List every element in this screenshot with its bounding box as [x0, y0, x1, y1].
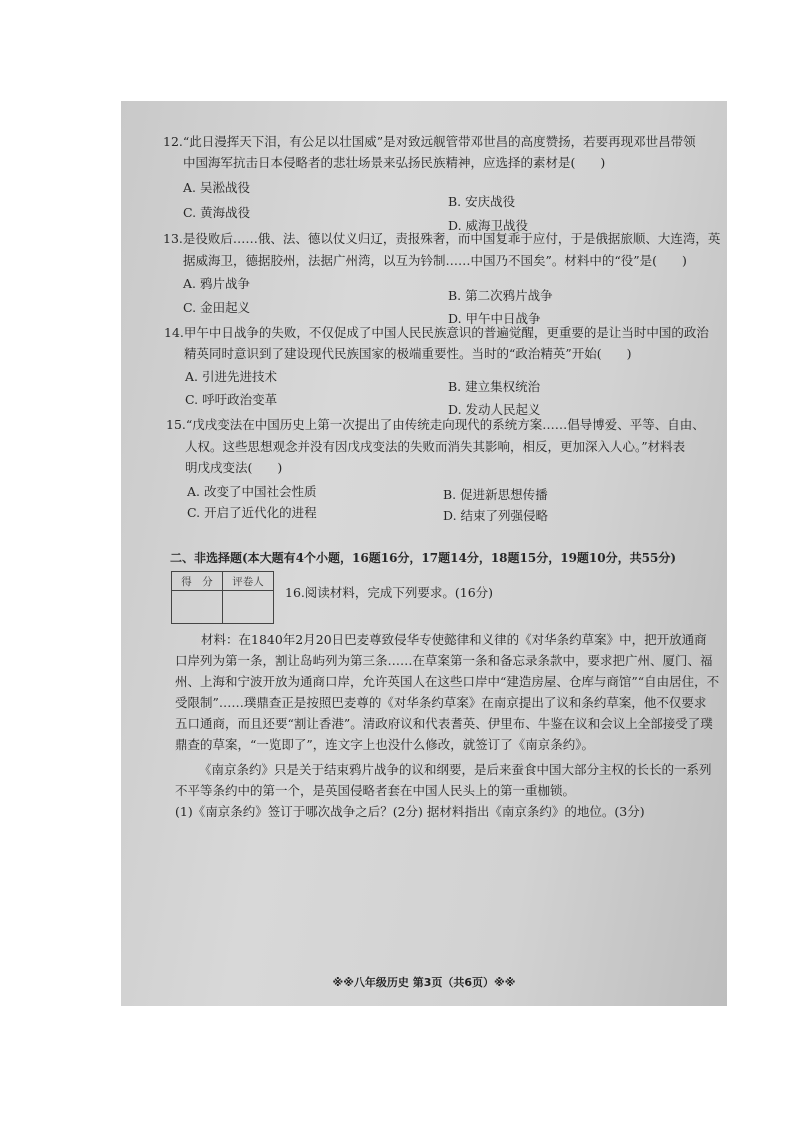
score-label: 得 分: [172, 572, 223, 591]
material-line8: 不平等条约中的第一个，是英国侵略者套在中国人民头上的第一重枷锁。: [175, 783, 576, 798]
q14-option-b: B. 建立集权统治: [448, 379, 541, 394]
q13-option-c: C. 金田起义: [183, 300, 251, 315]
q13-stem-line1: 13.是役败后……俄、法、德以仗义归辽，责报殊奢，而中国复乖于应付，于是俄据旅顺、大连湾，英: [163, 231, 721, 246]
q13-option-d: D. 甲午中日战争: [448, 311, 541, 326]
grader-label: 评卷人: [223, 572, 274, 591]
exam-page: [121, 101, 727, 1006]
score-table: [171, 571, 274, 624]
q14-option-c: C. 呼吁政治变革: [185, 392, 278, 407]
q14-option-d: D. 发动人民起义: [448, 402, 541, 417]
material-line2: 口岸列为第一条，割让岛屿列为第三条……在草案第一条和备忘录条款中，要求把广州、厦门、福: [175, 653, 713, 668]
material-line5: 五口通商，而且还要“割让香港”。清政府议和代表耆英、伊里布、牛鉴在议和会议上全部接受了璞: [175, 716, 713, 731]
q15-option-c: C. 开启了近代化的进程: [187, 505, 317, 520]
q14-stem-line2: 精英同时意识到了建设现代民族国家的极端重要性。当时的“政治精英”开始( ): [184, 346, 632, 361]
q15-stem-line2: 人权。这些思想观念并没有因戊戌变法的失败而消失其影响，相反，更加深入人心。”材料表: [185, 439, 686, 454]
q15-stem-line3: 明戊戌变法( ): [185, 460, 283, 475]
q15-option-b: B. 促进新思想传播: [443, 487, 548, 502]
q16-title: 16.阅读材料，完成下列要求。(16分): [285, 585, 494, 600]
q12-stem-line2: 中国海军抗击日本侵略者的悲壮场景来弘扬民族精神，应选择的素材是( ): [183, 155, 606, 170]
material-line6: 鼎查的草案，“一览即了”，连文字上也没什么修改，就签订了《南京条约》。: [175, 737, 595, 752]
q12-option-d: D. 威海卫战役: [448, 218, 529, 233]
material-line3: 州、上海和宁波开放为通商口岸，允许英国人在这些口岸中“建造房屋、仓库与商馆”“自由居住，不: [175, 674, 720, 689]
material-line1: 材料：在1840年2月20日巴麦尊致侵华专使懿律和义律的《对华条约草案》中，把开放通商: [201, 632, 707, 647]
q12-stem-line1: 12.“此日漫挥天下泪，有公足以壮国威”是对致远舰管带邓世昌的高度赞扬，若要再现邓世昌带领: [163, 134, 696, 149]
material-line4: 受限制”……璞鼎查正是按照巴麦尊的《对华条约草案》在南京提出了议和条约草案，他不仅要求: [175, 695, 707, 710]
q12-option-b: B. 安庆战役: [448, 194, 516, 209]
grader-cell: [223, 591, 274, 624]
q13-option-b: B. 第二次鸦片战争: [448, 288, 553, 303]
page-footer: ※※八年级历史 第3页（共6页）※※: [332, 976, 516, 989]
q12-option-a: A. 吴淞战役: [183, 180, 250, 195]
q15-stem-line1: 15.“戊戌变法在中国历史上第一次提出了由传统走向现代的系统方案……倡导博爱、平等、自由、: [166, 417, 705, 432]
material-line7: 《南京条约》只是关于结束鸦片战争的议和纲要，是后来蚕食中国大部分主权的长长的一系列: [199, 762, 712, 777]
q13-stem-line2: 据威海卫，德据胶州，法据广州湾，以互为钤制……中国乃不国矣”。材料中的“役”是( ): [183, 253, 687, 268]
q13-option-a: A. 鸦片战争: [183, 276, 250, 291]
q15-option-d: D. 结束了列强侵略: [443, 508, 549, 523]
q14-stem-line1: 14.甲午中日战争的失败，不仅促成了中国人民民族意识的普遍觉醒，更重要的是让当时中国的政治: [164, 325, 709, 340]
q12-option-c: C. 黄海战役: [183, 205, 251, 220]
section2-title: 二、非选择题(本大题有4个小题，16题16分，17题14分，18题15分，19题10分，共55分): [170, 551, 677, 565]
q15-option-a: A. 改变了中国社会性质: [187, 484, 317, 499]
q16-sub-question-1: (1)《南京条约》签订于哪次战争之后？(2分) 据材料指出《南京条约》的地位。(3分): [175, 804, 645, 819]
q14-option-a: A. 引进先进技术: [185, 369, 277, 384]
score-cell: [172, 591, 223, 624]
